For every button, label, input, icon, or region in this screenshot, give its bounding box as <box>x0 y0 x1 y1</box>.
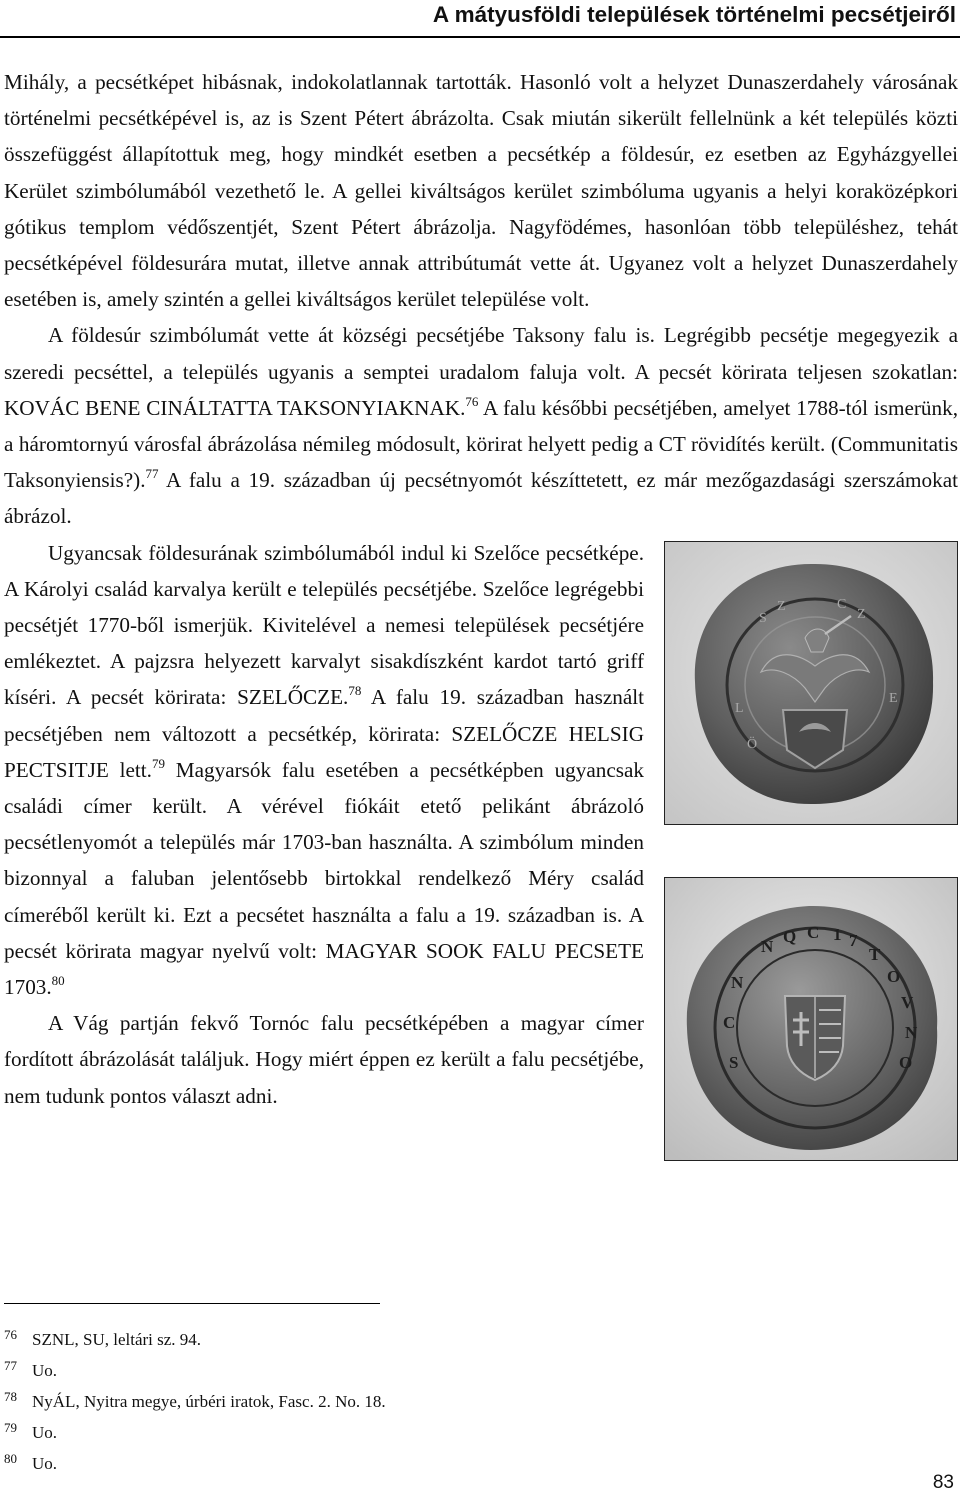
footnote <box>4 1415 386 1446</box>
paragraph-text: A Vág partján fekvő Tornóc falu pecsétképében a magyar címer fordított ábrázolását találjuk. Hogy miért éppen ez került a falu pecsétjébe, nem tudunk pontos választ adni. <box>4 1011 644 1108</box>
footnote-reference: 78 <box>348 683 362 699</box>
footnote-number: 80 <box>4 1451 17 1466</box>
svg-text:S: S <box>759 610 767 626</box>
svg-text:N: N <box>905 1022 918 1042</box>
paragraph-text: A falu 19. században használt pecsétjében nem változott a pecsétkép, körirata: SZELŐCZE HELSIG PECTSITJE lett. <box>4 685 644 782</box>
paragraph-text: A falu későbbi pecsétjében, amelyet 1788-tól ismerünk, a háromtornyú városfal ábrázolása némileg módosult, körirat helyett pedig a CT rövidítés került. (Communitatis Taksonyiensis?). <box>4 395 958 493</box>
footnote-number: 76 <box>4 1327 17 1342</box>
footnote-text: NyÁL, Nyitra megye, úrbéri iratok, Fasc. 2. No. 18. <box>32 1392 386 1411</box>
footnote-reference: 79 <box>151 755 165 771</box>
footnote-text: SZNL, SU, leltári sz. 94. <box>32 1330 202 1349</box>
seal-photo-szeloce <box>664 541 958 825</box>
svg-text:N: N <box>731 972 744 992</box>
wax-seal-griffin-icon <box>665 542 957 824</box>
footnote-text: Uo. <box>32 1423 58 1442</box>
svg-text:O: O <box>887 966 901 986</box>
body-paragraph <box>4 64 958 317</box>
paragraph-text: Ugyancsak földesurának szimbólumából indul ki Szelőce pecsétképe. A Károlyi család karvalya került e település pecsétjébe. Szelőce legrégebbi pecsétjét 1770-ből ismerjük. Kivitelével a nemesi települések pecsétjére emlékeztet. A pajzsra helyezett karvalyt sisakdíszként kardot tartó griff kíséri. A pecsét körirata: SZELŐCZE. <box>4 540 644 710</box>
footnote-number: 78 <box>4 1389 17 1404</box>
paragraph-text: Mihály, a pecsétképet hibásnak, indokolatlannak tartották. Hasonló volt a helyzet Dunaszerdahely városának történelmi pecsétképével is, az is Szent Pétert ábrázolta. Csak miután sikerült fellelnünk a két település közti összefüggést állapítottuk meg, hogy mindkét esetben a pecsétkép a földesúr, ez esetben az Egyházgyellei Kerület szimbólumából vezethető le. A gellei kiváltságos kerület szimbóluma ugyanis a helyi koraközépkori gótikus templom védőszentjét, Szent Pétert ábrázolja. Nagyfödémes, hasonlóan több településhez, tehát pecsétképével földesurára mutat, illetve annak attribútumát vette át. Ugyanez volt a helyzet Dunaszerdahely esetében is, amely szintén a gellei kiváltságos kerület települése volt. <box>4 70 958 312</box>
footnote-text: Uo. <box>32 1361 58 1380</box>
body-paragraph <box>4 317 958 534</box>
svg-text:C: C <box>807 922 820 942</box>
wax-seal-shield-icon <box>665 878 957 1160</box>
footnote-text: Uo. <box>32 1454 58 1473</box>
paragraph-text: Magyarsók falu esetében a pecsétképben ugyancsak családi címer került. A vérével fiókáit etető pelikánt ábrázoló pecsétlenyomót a település már 1703-ban használta. A szimbólum minden bizonnyal a faluban jelentősebb birtokkal rendelkező Méry család címeréből került ki. Ezt a pecsétet használta a falu a 19. században is. A pecsét körirata magyar nyelvű volt: MAGYAR SOOK FALU PECSETE 1703. <box>4 757 644 1000</box>
footnote <box>4 1322 386 1353</box>
footnote <box>4 1446 386 1477</box>
svg-text:T: T <box>869 944 881 964</box>
footnote-list <box>4 1322 386 1477</box>
paragraph-list <box>4 64 958 1114</box>
paragraph-text: A földesúr szimbólumát vette át községi pecsétjébe Taksony falu is. Legrégibb pecsétje megegyezik a szeredi pecséttel, a település ugyanis a semptei uradalom faluja volt. A pecsét körirata teljesen szokatlan: KOVÁC BENE CINÁLTATTA TAKSONYIAKNAK. <box>4 323 958 420</box>
footnote-number: 79 <box>4 1420 17 1435</box>
footnote-reference: 80 <box>51 973 65 989</box>
footnote-rule <box>4 1303 380 1304</box>
paragraph-text: A falu a 19. században új pecsétnyomót készíttetett, ez már mezőgazdasági szerszámokat ábrázol. <box>4 468 958 529</box>
svg-text:N: N <box>761 936 774 956</box>
svg-text:C: C <box>723 1012 736 1032</box>
svg-text:Ö: Ö <box>747 736 758 752</box>
page-number: 83 <box>932 1472 954 1493</box>
footnote <box>4 1384 386 1415</box>
svg-text:C: C <box>837 596 847 612</box>
figure-seal-photos <box>664 541 958 1163</box>
svg-text:1: 1 <box>833 924 842 944</box>
footnote <box>4 1353 386 1384</box>
svg-text:Q: Q <box>783 926 797 946</box>
svg-text:V: V <box>901 992 914 1012</box>
running-header <box>0 0 960 38</box>
body-text <box>4 64 958 1163</box>
svg-text:O: O <box>899 1052 913 1072</box>
svg-text:E: E <box>889 690 898 706</box>
footnote-reference: 76 <box>465 393 479 409</box>
svg-text:Z: Z <box>857 606 866 622</box>
footnote-reference: 77 <box>145 466 159 482</box>
svg-text:7: 7 <box>849 930 858 950</box>
svg-text:Z: Z <box>777 598 786 614</box>
svg-text:L: L <box>735 700 744 716</box>
svg-text:S: S <box>729 1052 739 1072</box>
running-header-title: A mátyusföldi települések történelmi pecsétjeiről <box>432 2 956 27</box>
seal-photo-magyarsok <box>664 877 958 1161</box>
footnote-number: 77 <box>4 1358 17 1373</box>
